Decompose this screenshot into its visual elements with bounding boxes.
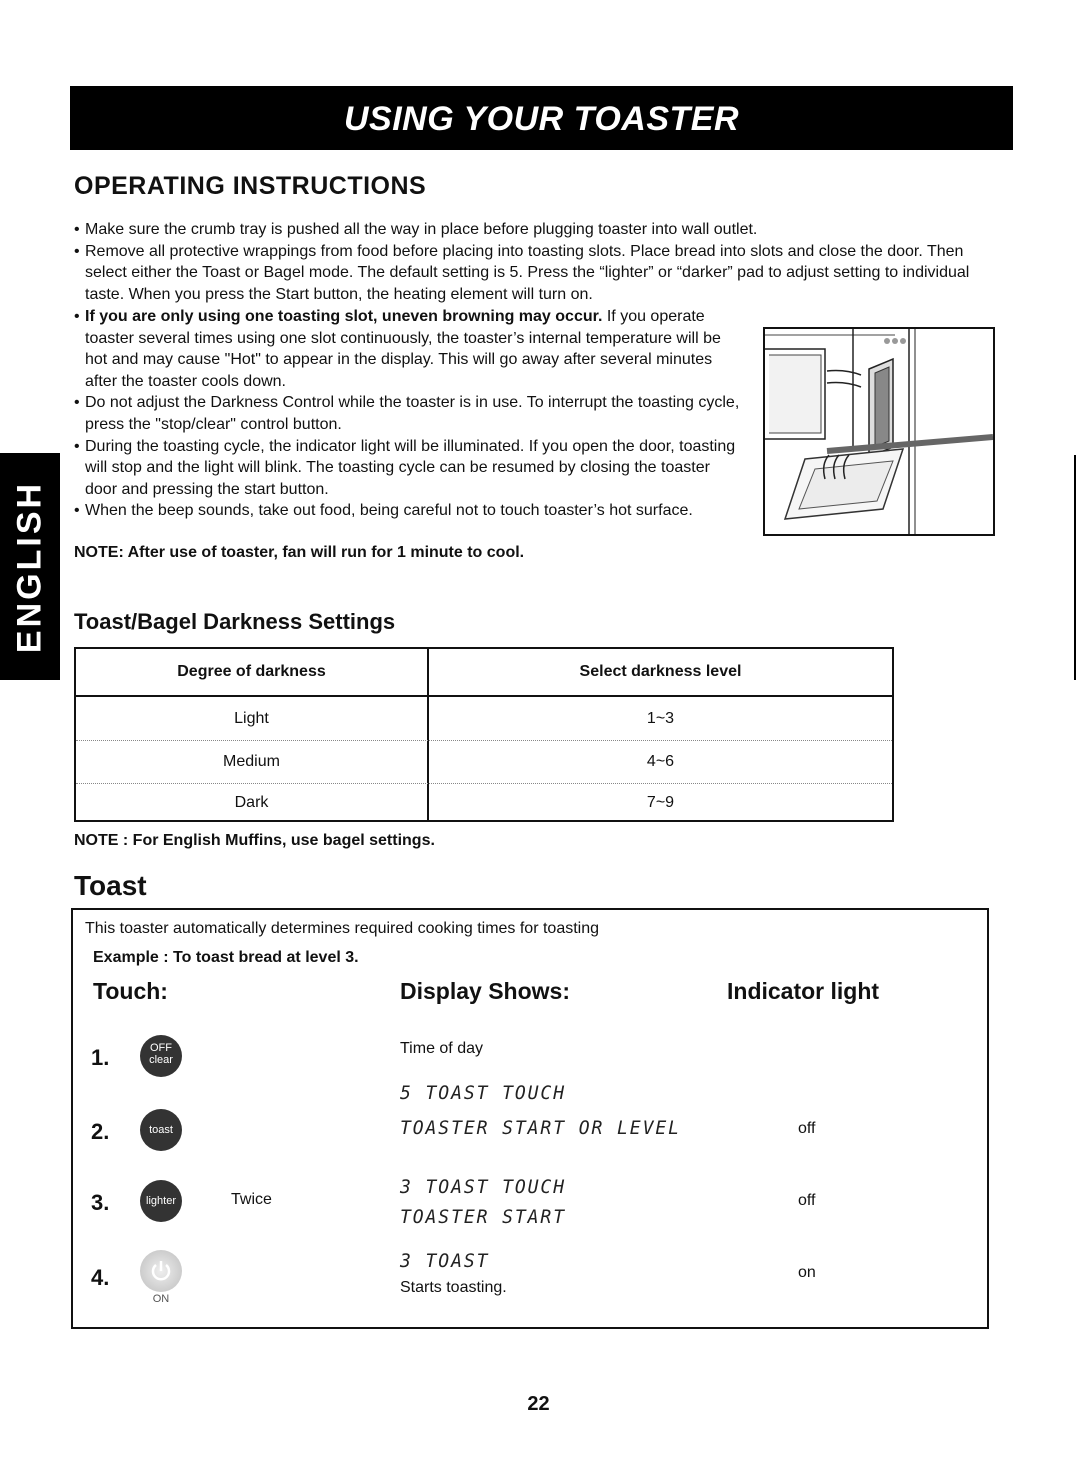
repeat-count: Twice — [231, 1191, 272, 1208]
language-label: ENGLISH — [10, 480, 49, 653]
lcd-display-line: TOASTER START OR LEVEL — [400, 1117, 681, 1139]
toaster-drawing — [765, 329, 993, 534]
toast-example: Example : To toast bread at level 3. — [93, 949, 359, 966]
step-number: 2. — [91, 1119, 110, 1144]
indicator-state: off — [798, 1120, 816, 1137]
table-cell: Dark — [234, 794, 269, 811]
power-on-button-icon — [140, 1250, 182, 1292]
column-header-degree: Degree of darkness — [177, 663, 326, 680]
instruction-item: • Make sure the crumb tray is pushed all the way in place before plugging toaster into wall outlet. — [74, 219, 1004, 241]
lighter-button-icon: lighter — [140, 1180, 182, 1222]
display-text: Time of day — [400, 1040, 483, 1057]
step-number: 4. — [91, 1265, 110, 1290]
table-cell: 1~3 — [646, 710, 675, 727]
instruction-item: • Do not adjust the Darkness Control while the toaster is in use. To interrupt the toasting cycle, press the "stop/clear" control button. — [74, 392, 744, 435]
table-row — [76, 740, 892, 783]
toast-section-title: Toast — [74, 870, 147, 901]
lcd-display-line: 5 TOAST TOUCH — [400, 1082, 566, 1104]
edge-rule — [1074, 455, 1076, 680]
warning-bold-text: If you are only using one toasting slot, uneven browning may occur. — [85, 308, 603, 325]
table-cell: Medium — [223, 753, 280, 770]
instructions-list-top — [74, 219, 1004, 305]
toaster-illustration — [763, 327, 995, 536]
page-number: 22 — [527, 1393, 550, 1415]
table-row — [76, 781, 892, 824]
operating-instructions-title: OPERATING INSTRUCTIONS — [74, 172, 427, 200]
button-label: OFF — [150, 1042, 172, 1054]
column-header-level: Select darkness level — [579, 663, 742, 680]
lcd-display-line: 3 TOAST TOUCH — [400, 1176, 566, 1198]
table-cell: Light — [234, 710, 269, 727]
instruction-item: • When the beep sounds, take out food, being careful not to touch toaster’s hot surface. — [74, 500, 744, 522]
toast-button-icon: toast — [140, 1109, 182, 1151]
indicator-state: off — [798, 1192, 816, 1209]
off-clear-button-icon — [140, 1035, 182, 1077]
button-caption: ON — [152, 1293, 170, 1305]
table-cell: 7~9 — [646, 794, 675, 811]
table-cell: 4~6 — [646, 753, 675, 770]
darkness-settings-title: Toast/Bagel Darkness Settings — [74, 609, 396, 634]
instruction-item: • During the toasting cycle, the indicator light will be illuminated. If you open the door, toasting will stop and the light will blink. The toasting cycle can be resumed by closing the toaster door and pressing the start button. — [74, 436, 744, 501]
step-number: 3. — [91, 1190, 110, 1215]
lcd-display-line: 3 TOAST — [400, 1250, 490, 1272]
table-row — [76, 697, 892, 740]
darkness-table — [74, 647, 894, 822]
language-side-tab — [0, 453, 60, 680]
indicator-column-header: Indicator light — [727, 978, 880, 1004]
display-text: Starts toasting. — [400, 1279, 507, 1296]
touch-column-header: Touch: — [93, 978, 168, 1004]
instruction-item-warning — [74, 306, 744, 392]
cooling-note: NOTE: After use of toaster, fan will run for 1 minute to cool. — [74, 544, 525, 561]
toast-instructions-box — [71, 908, 989, 1329]
muffin-note: NOTE : For English Muffins, use bagel settings. — [74, 832, 435, 849]
instructions-list-mid — [74, 306, 744, 522]
power-icon — [140, 1250, 182, 1292]
display-column-header: Display Shows: — [400, 978, 570, 1004]
indicator-state: on — [798, 1264, 816, 1281]
step-number: 1. — [91, 1045, 110, 1070]
instruction-item: • Remove all protective wrappings from food before placing into toasting slots. Place bread into slots and close the door. Then select either the Toast or Bagel mode. The default setting is 5. Press the “lighter” or “darker” pad to adjust setting to individual taste. When you press the Start button, the heating element will turn on. — [74, 241, 1004, 306]
page-banner: USING YOUR TOASTER — [70, 86, 1013, 150]
toast-intro: This toaster automatically determines required cooking times for toasting — [85, 920, 600, 937]
button-label: clear — [149, 1054, 173, 1066]
warning-text: If you operate toaster several times using one slot continuously, the toaster’s internal temperature will be hot and may cause "Hot" to appear in the display. This will go away after several minutes after the toaster cools down. — [85, 308, 721, 390]
lcd-display-line: TOASTER START — [400, 1206, 566, 1228]
